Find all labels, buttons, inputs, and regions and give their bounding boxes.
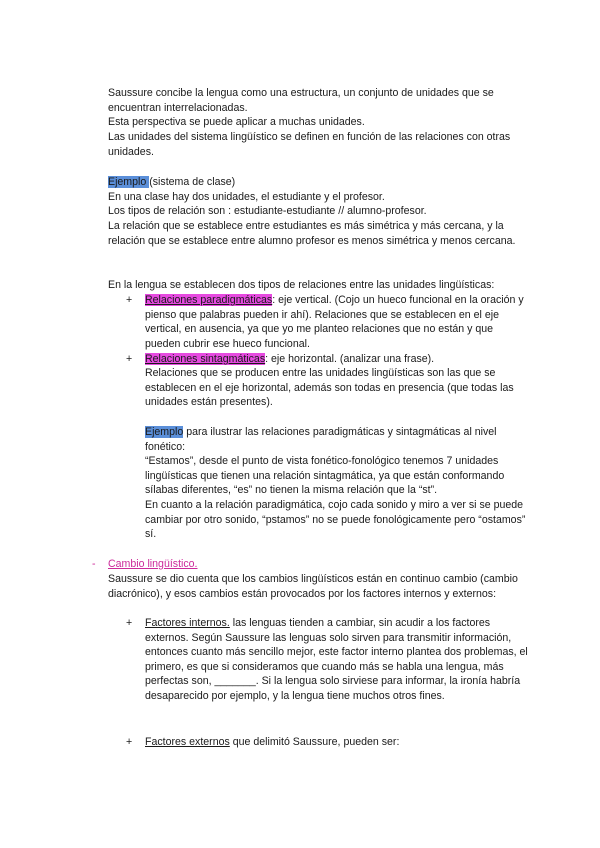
internal-factors-term: Factores internos. (145, 617, 230, 629)
estamos-syntagmatic-paragraph: “Estamos”, desde el punto de vista fonético-fonológico tenemos 7 unidades lingüísticas que tienen una relación sintagmática, ya que están conformando sílabas diferentes, “es” no tienen la misma relación que la “st”. (145, 455, 505, 497)
internal-factors-item (145, 616, 528, 704)
phonetic-example-intro: para ilustrar las relaciones paradigmáticas y sintagmáticas al nivel fonético: (145, 426, 497, 453)
bullet-paradigmatic: + (126, 294, 133, 306)
external-factors-item (145, 735, 528, 750)
syntagmatic-explanation: Relaciones que se producen entre las unidades lingüísticas son las que se establecen en el eje horizontal, además son todas en presencia (que todas las unidades están presentes). (145, 367, 514, 409)
section-dash: - (92, 558, 96, 570)
section-title-text: Cambio lingüístico. (108, 558, 198, 570)
syntagmatic-item (145, 352, 528, 367)
units-paragraph: Las unidades del sistema lingüístico se definen en función de las relaciones con otras unidades. (108, 131, 511, 158)
perspective-line: Esta perspectiva se puede aplicar a muchas unidades. (108, 116, 365, 128)
intro-paragraph: Saussure concibe la lengua como una estructura, un conjunto de unidades que se encuentran interrelacionadas. (108, 87, 494, 114)
internal-factors-text: las lenguas tienden a cambiar, sin acudir a los factores externos. Según Saussure las lenguas solo sirven para transmitir información, entonces cuanto más sencillo mejor, este factor interno plantea dos problemas, el primero, es que si consideramos que cuando más se habla una lengua, más perfectas son, _______. Si la lengua solo sirviese para informar, la ironía habría desaparecido por ejemplo, y la lengua tiene muchos otros fines. (145, 617, 528, 702)
phonetic-example-heading (145, 425, 528, 454)
example-heading (108, 175, 528, 190)
paradigmatic-item (145, 293, 528, 351)
example-subtitle: (sistema de clase) (149, 176, 236, 188)
bullet-external: + (126, 736, 133, 748)
paradigmatic-term: Relaciones paradigmáticas (145, 294, 273, 306)
bullet-syntagmatic: + (126, 353, 133, 365)
external-factors-term: Factores externos (145, 736, 230, 748)
example-label: Ejemplo (108, 176, 150, 188)
relation-symmetry-paragraph: La relación que se establece entre estudiantes es más simétrica y más cercana, y la relación que se establece entre alumno profesor es menos simétrica y menos cercana. (108, 220, 516, 247)
relation-types-line: Los tipos de relación son : estudiante-estudiante // alumno-profesor. (108, 205, 427, 217)
two-relations-intro: En la lengua se establecen dos tipos de relaciones entre las unidades lingüísticas: (108, 279, 495, 291)
external-factors-text: que delimitó Saussure, pueden ser: (229, 736, 400, 748)
estamos-paradigmatic-paragraph: En cuanto a la relación paradigmática, cojo cada sonido y miro a ver si se puede cambiar por otro sonido, “pstamos” no se puede fonológicamente pero “ostamos” sí. (145, 499, 526, 541)
phonetic-example-label: Ejemplo (145, 426, 184, 438)
syntagmatic-term: Relaciones sintagmáticas (145, 353, 266, 365)
bullet-internal: + (126, 617, 133, 629)
class-units-line: En una clase hay dos unidades, el estudiante y el profesor. (108, 191, 385, 203)
change-paragraph: Saussure se dio cuenta que los cambios lingüísticos están en continuo cambio (cambio diacrónico), y esos cambios están provocados por los factores internos y externos: (108, 573, 518, 600)
paradigmatic-text: : eje vertical. (Cojo un hueco funcional en la oración y pienso que palabras pueden ir ahí). Relaciones que se establecen en el eje vertical, en ausencia, ya que yo me planteo relaciones que no están y que pueden cubrir ese hueco funcional. (145, 294, 524, 350)
section-title (108, 557, 528, 572)
syntagmatic-text: : eje horizontal. (analizar una frase). (265, 353, 435, 365)
